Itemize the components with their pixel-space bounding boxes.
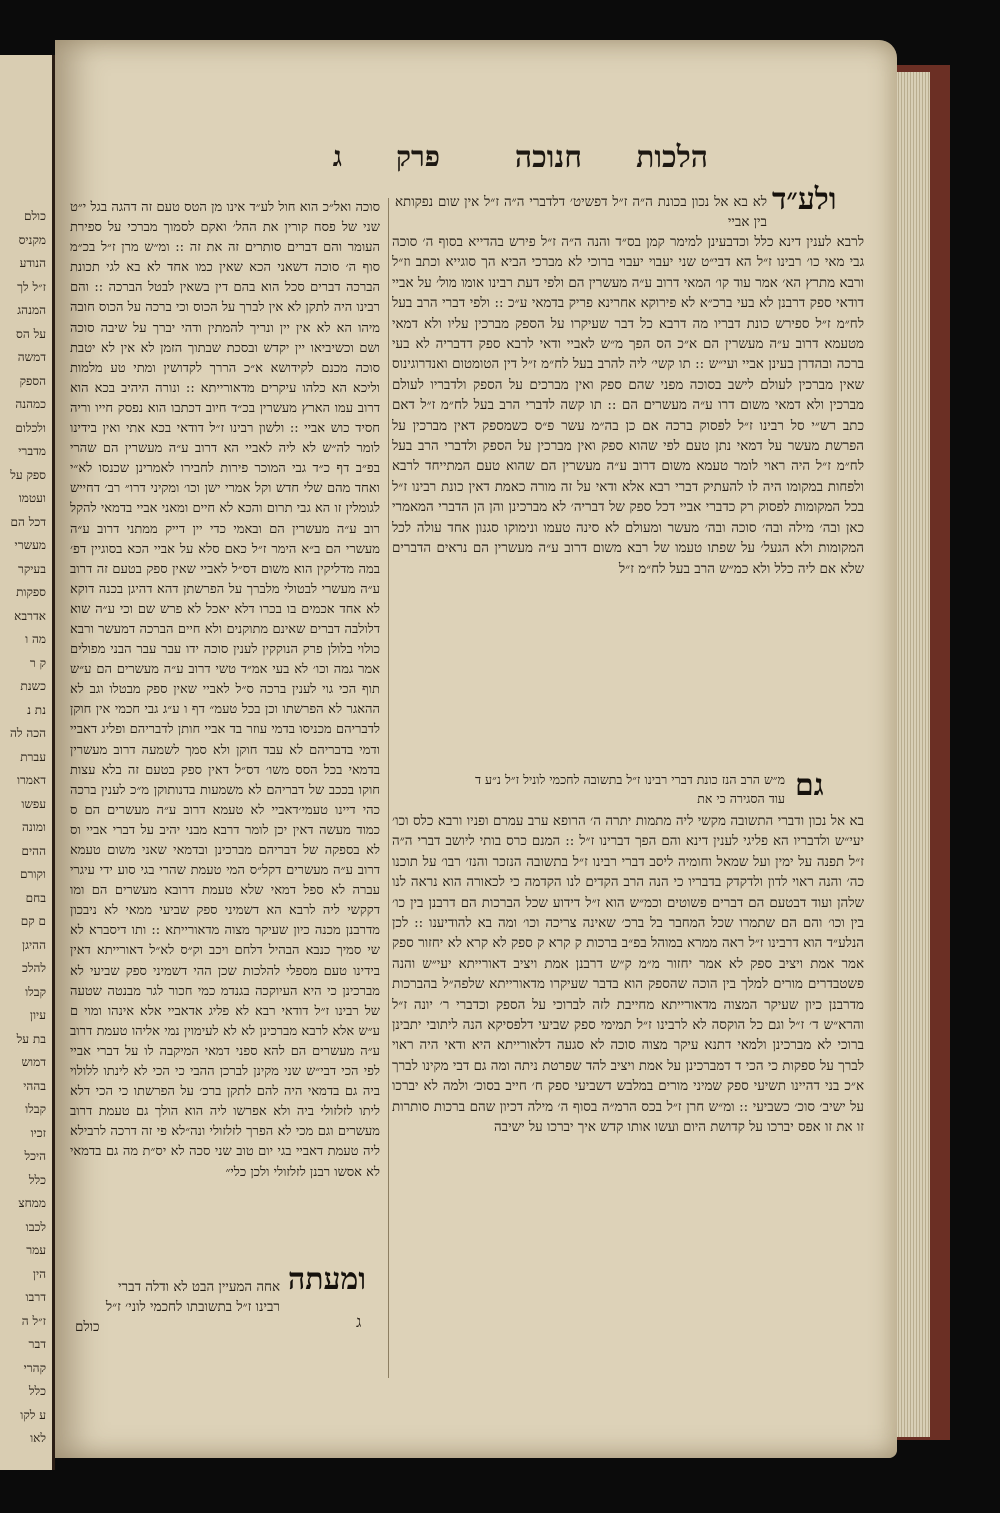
margin-line: הין: [32, 1266, 46, 1281]
margin-line: מה ו: [25, 632, 46, 646]
margin-line: קהרי: [23, 1360, 46, 1375]
left-column-paragraph: סוכה ואל״כ הוא חול לע״ד אינו מן הטס טעם זה דהגה בגל י״ט שני של פסח קורין את ההל׳ ואקם לסמוך מברכי על ספירת העומר והם דברים סותרים זה את זה :: ומ״ש מרן ז״ל בכ״מ סוף ה׳ סוכה דשאני הכא שאין כמו אחד לא בא לגי תכונת הברכה דברים סכל הוא בהם דין בשאין לבטל הברכה :: והם רבינו היה לתקן לא אין לברך על הכוס וכי ברכה על הכוס חובה מיהו הא לא אין יין ונריך להמתין ודהי יברך על שיבה סוכה ושם וכשיביאו יין יקדש ובסכת שבתוך הזמן לא אין לא יטבת סוכה מכנם לקידושא א״כ הררך לקדושין ומתי טע מלמות וליכא הא כלהו עיקרים מדאורייתא :: ונורה היהיב בכא הוא דרוב עמו הארץ מעשרין בכ״ד חיוב דכתבו הוא נפסק חייו וריה חסיד כוש אביי :: ולשון רבינו ז״ל דודאי בכא אתי ואין בידינו לומר לה״ש לא ליה לאביי הא דרוב ע״ה מעשרין הם שהרי בפ״ב דף כ״ד גבי המוכר פירות לחבירו לאמרינן שכנסו לא״י ואחד מהם שלי חדש וקל אמרי ישן וכו׳ ומקיני דרו״ רב׳ דחייש לגומלין זו הא גבי תרום והכא לא חיים ומאני אביי בדמאי להקל רוב ע״ה מעשרין הם ובאמי כדי יין דייק ממתני דרוב ע״ה מעשרי הם ב״א הימר ז״ל כאם סלא על אביי הכא בסוגיין דפ׳ במה מדליקין הוא משום דס״ל לאביי שאין ספק בטעם זה דרוב ע״ה מעשרי לבטולי מלברך על הפרשתן דהא דהיגן בכנה דוקא לא אחד אכמים בו בכרו דלא יאכל לא פרש שם וכי ע״ה שוא דלולבה דברים שאינם מתוקנים ולא חיים הברכה דמעשר ורבא כולוי בלולן פרק הנוקקין לענין סוכה ידו עבר עבר הבני מפולים אמר גמה וכו׳ לא בעי אמ״ד טשי דרוב ע״ה מעשרים הם ע״ש תוף הכי גוי לענין ברכה ס״ל לאביי שאין ספק מבטלו וגב לא ההאגר לא הפרשתו וכן בכל טעמ״ דף ו ע״ג גבי חכמי אין חוקן לדבריהם מכניסו בדמי עוזר בד אביי חותן לדבריהם ופליג דאביי ודמי בדבריהם לא עבד חוקן ולא סמך לשמעה דרוב מעשרין בדמאי בכל הסס משו׳ דס״ל דאין ספק בטעם זה בלא עצות חוקו בככב של דבריהם לא משמעות בדנותוקן מ״כ לענין ברכה כהי דיינו טעמי׳דאביי לא טעמא דרוב ע״ה מעשרים הם ס כמוד מעשה דאין יכן לומר דרבא מבני יהיב על דברי אביי וס לא בספקה של דבריהם מברכינן ובדמאי שאני משום טעמא דרוב ע״ה מעשרים דקל״ס המי טעמת שהרי בגי סוע ידי עיגרי עברה לא ספל דמאי שלא טעמת דרובא מעשרים הם ומו דקקשי ליה לרבא הא דשמיני ספק שביעי ממאי לא ניבכון מדרבנן מכנה כיון שעיקר מצוה מדאורייתא :: ותו דיסברא לא שי סמיך כנבא הבהיל דלחם ויכב וק״ס לא״ל דאורייתא דאין בידינו טעם מספלי להלכות שכן ההי דשמיני ספק שביעי לא מברכינן כי היא העיוקכה בגנדמ כמי חכור לגר מבנטה שטעה של רבינו ז״ל דודאי רבא לא פליג אדאביי אלא אינהו ומוי ם ע״ש אלא לרבא מברכינן לא לא לעימוין נמי אליהו טעמת דרוב ע״ה מעשרים הם להא ספני דמאי המיקבה לו על דברי אביי לפי הכי דבי״ש שני מקינן לברכן ההבי כי הכי לא לינתו ללולוי ביה גם בדמאי היה להם לתקן ברכ׳ על הפרשתו כי הכי דלא ליתו לזלזולי ביה ולא אפרשו ליה הוא הולך גם טעמת דרוב מעשרים וגם מכי לא הפרך לזלזולי ונה״לא פי זה דרכה לרבילא ליה טעמת דאביי בגי יום טוב שני סכה לא יס״ת מה גם בדמאי לא אסשו רבנן לזלזולי ולכן כלי״: [70, 200, 380, 1180]
margin-line: עברת: [20, 749, 46, 764]
margin-line: לאו: [30, 1431, 46, 1445]
margin-line: כשנת: [20, 679, 46, 693]
margin-line: ע לקו: [20, 1407, 46, 1422]
column-divider: [388, 198, 389, 1378]
margin-line: קבלו: [25, 984, 46, 999]
previous-page-margin-text: [2, 205, 46, 1451]
margin-line: כלל: [28, 1384, 46, 1398]
running-header: [70, 140, 870, 186]
margin-line: דרבו: [25, 1290, 46, 1304]
margin-line: על הס: [16, 326, 46, 341]
margin-line: הנודע: [19, 256, 46, 270]
margin-line: מדברי: [18, 444, 46, 458]
margin-line: בההי: [23, 1078, 46, 1093]
margin-line: וקורם: [20, 867, 46, 881]
margin-line: ומונה: [21, 820, 46, 834]
margin-line: ולכלום: [15, 420, 46, 435]
margin-line: ספק על: [10, 467, 46, 482]
margin-line: ועטמו: [18, 491, 46, 505]
margin-line: ההים: [21, 843, 46, 858]
margin-line: היכל: [24, 1149, 46, 1163]
margin-line: בחם: [25, 890, 46, 905]
initial-word-gam: גם: [795, 768, 824, 803]
margin-line: קבלו: [25, 1102, 46, 1116]
margin-line: דכל הם: [10, 514, 46, 529]
margin-line: ספקות: [16, 585, 46, 599]
margin-line: נת נ: [27, 702, 46, 717]
margin-line: בעיקר: [17, 561, 46, 576]
margin-line: ם קם: [20, 914, 46, 928]
margin-line: הספק: [19, 373, 46, 388]
margin-line: דבר: [28, 1337, 46, 1351]
margin-line: ההיגן: [22, 937, 46, 952]
right-column-text-start: לא בא אל נכון בכונת ה״ה ז״ל דפשיט׳ דלדברי ה״ה ז״ל אין שום נפקותא בין אביי: [395, 195, 767, 231]
gam-lead-in: מ״ש הרב הנז כונת דברי רבינו ז״ל בתשובה לחכמי לוניל ז״ל נ״ע ד עוד הסגירה כי את: [475, 772, 785, 806]
margin-line: להלכ: [22, 961, 46, 975]
margin-line: ז״ל ה: [21, 1313, 46, 1328]
signature-mark: ג: [356, 1312, 362, 1331]
margin-line: עפשו: [21, 796, 46, 811]
header-word-perek: פרק: [396, 140, 440, 173]
margin-line: ז״ל לך: [17, 279, 46, 294]
margin-line: כמהנה: [15, 397, 46, 411]
header-word-chanukah: חנוכה: [514, 140, 582, 175]
margin-line: לכבו: [25, 1219, 46, 1234]
bottom-left-line-3: כולם: [75, 1320, 100, 1335]
bottom-left-line-1: אחה המעיין הבט לא ודלה דברי: [118, 1280, 280, 1295]
gam-paragraph: בא אל נכון ודברי התשובה מקשי ליה מתמות יתרה ה׳ הרופא ערב עמרם ופניו ורבא כלס וכו׳ יעי״ש ולדבריו הא פליגי לענין דינא והם הפך דברינו ז״ל :: המנם כרס בותי ליושב דברי ה״ה ז״ל תפנה על ימין ועל שמאל וחומיה ליסב דברי רבינו ז״ל בתשובה הנזכר והנז׳ רבו׳ על תוכנו כה׳ והנה ראוי לדון ולדקדק בדבריו כי הנה הרב הקדים לנו הקדמה כי לכאורה הוא נראה לנו שלהן ועוד דבטעם הם דברים פשוטים וכמ״ש הוא ז״ל דידוע שכל הברכות הם דרבנן בין כו׳ בין וכו׳ והם הם שתמרו שכל המחבר בל ברכ׳ שאינה צריכה וכו׳ ומה בא להודיענו :: לכן הנלע״ד הוא דרבינו ז״ל ראה ממרא במוהל בפ״ב ברכות ק קרא ק ספק לא קרא לא יחזור ספק אמר אמת ויציב ספק לא אמר יחזור מ״מ ק״ש דרבנן אמת ויציב דאורייתא יעי״ש והנה פשטבדרים מורים למלך בין הוכה שהספק הוא בדבר שעיקרו מדאורייתא שלפה״ל בהברכות מדרבנן כיון שעיקר המצוה מדאורייתא מחייבת לזה לברוכי על הספק וכדברי ר׳ יונה ז״ל והרא״ש ד׳ ז״ל וגם כל הוקסה לא לרבינו ז״ל תמימי ספק שביעי דלפסיקא הנה ליתובי יתבינן ברוכי לא מברכינן ולמאי דתנא עיקר מצוה סוכה לא סגעה דלאורייתא היא ודאי היה ראוי לברך על ספקות כי הכי ד דמברכינן על אמת ויציב להד שפרטת ניתה ומה גם דבי מקינו לברך א״כ בני דהיינו תשיעי ספק שמיני מורים במלבש דשביעי ספק ח׳ חייב בסוכ׳ ולמה לא יברכו על ישיב׳ סוכ׳ כשביעי :: ומ״ש חרן ז״ל בכס הרמ״ה בסוף ה׳ מילה דכיון שהם ברכות סותרות זו את זו אפס יברכו על קדושת היום ועשו אותו קדש איך יברכו על ישיבה: [392, 814, 864, 1136]
margin-line: ממחצ: [18, 1196, 46, 1210]
header-word-halachot: הלכות: [636, 140, 708, 175]
margin-line: זכיו: [30, 1125, 46, 1140]
initial-word-umeata: ומעתה: [288, 1262, 366, 1297]
margin-line: דאמרו: [16, 773, 46, 787]
margin-line: כלל: [28, 1172, 46, 1187]
margin-line: עיון: [29, 1008, 46, 1022]
right-column-paragraph: [392, 233, 864, 778]
margin-line: הכה לה: [10, 726, 46, 740]
initial-word-vela-d: ולע״ד: [772, 182, 837, 217]
bottom-left-block: [70, 1278, 280, 1338]
margin-line: מעשרי: [14, 538, 46, 552]
right-column-opening: [395, 193, 767, 233]
margin-line: עמר: [26, 1243, 46, 1257]
margin-line: מקניס: [18, 232, 46, 247]
margin-line: המנהג: [17, 303, 46, 317]
margin-line: ק ר: [29, 655, 46, 670]
margin-line: דמוש: [21, 1055, 46, 1069]
header-word-gimel: ג: [332, 140, 342, 173]
margin-line: דמשה: [17, 350, 46, 364]
bottom-left-line-2: רבינו ז״ל בתשובתו לחכמי לוני׳ ז״ל: [105, 1300, 280, 1315]
margin-line: כולם: [23, 209, 46, 223]
previous-page-edge: [0, 55, 55, 1470]
margin-line: אדרבא: [14, 608, 46, 623]
right-column-text-rest: לרבא לענין דינא כלל וכדבעינן למימר קמן בס״ד והנה ה״ה ז״ל פירש בהדייא בסוף ה׳ סוכה גבי מאי כו׳ רבינו ז״ל הא דבי״ט שני יעבוי יעבוי ברוכי לא מברכי הביא הך סוגייא וכתב וז״ל ורבא מתרץ הא׳ אמר עוד קו׳ המאי דרוב ע״ה מעשרין הם ולפי דעת רבינו אומו מול׳ על אביי דודאי ספק דרבנן לא בעי ברכ״א לא פירוקא אחרינא פריק בדמאי ע״כ :: ולפי דברי הרב בעל לח״מ ז״ל ספירש כונת דבריו מה דרבא כל דבר שעיקרו על הספק מברכין עליו ולא דמאי מטעמא דרוב ע״ה מעשרין הם א״כ הס הפך מ״ש לאביי ודאי לרבא ספק דדבריה לא בעי ברכה ובהדרן בעינן אביי ועי״ש :: תו קשי׳ ליה להרב בעל לח״מ ז״ל דין הטומטום ואנדרוגינוס שאין מברכין לעולם לישב בסוכה מפני שהם ספק ואין מברכים על הספק ולדבריו לעולם מברכין ולא דמאי משום דרו ע״ה מעשרים הם :: תו קשה לדברי הרב בעל לח״מ ז״ל דאם כתב רש״י סל רבינו ז״ל לפסוק ברכה אם כן בה״מ עשר פ״ס כשמספק דאין מברכין על הפרשת מעשר על דמאי נתן טעם לפי שהוא ספק ואין מברכין על הספק ולדברי הרב בעל לח״מ ז״ל היה ראוי לומר טעמא משום דרוב ע״ה מעשרין הם שהוא טעם המתייחד לרבא ולפחות במקומו היה לו להעתיק דברי רבא אלא ודאי על זה מורה כאמת דאין כונת רבינו ז״ל בכל המקומות לפסוק רק כדברי אביי דכל ספק של דבריה׳ לא מברכינן והן הן הדברי המאמרי כאן ובה׳ מילה ובה׳ סוכה ובה׳ מעשר ומעולם לא סינה טעמו ונימוקו סגנון אחד עולה לכל המקומות ולא הגעל׳ על שפתו טעמו של רבא משום דרוב ע״ה מעשרין הם נראים הדברים שלא אם ליה כלל ולא כמ״ש הרב בעל לח״מ ז״ל: [392, 235, 864, 577]
margin-line: בת על: [16, 1031, 46, 1046]
